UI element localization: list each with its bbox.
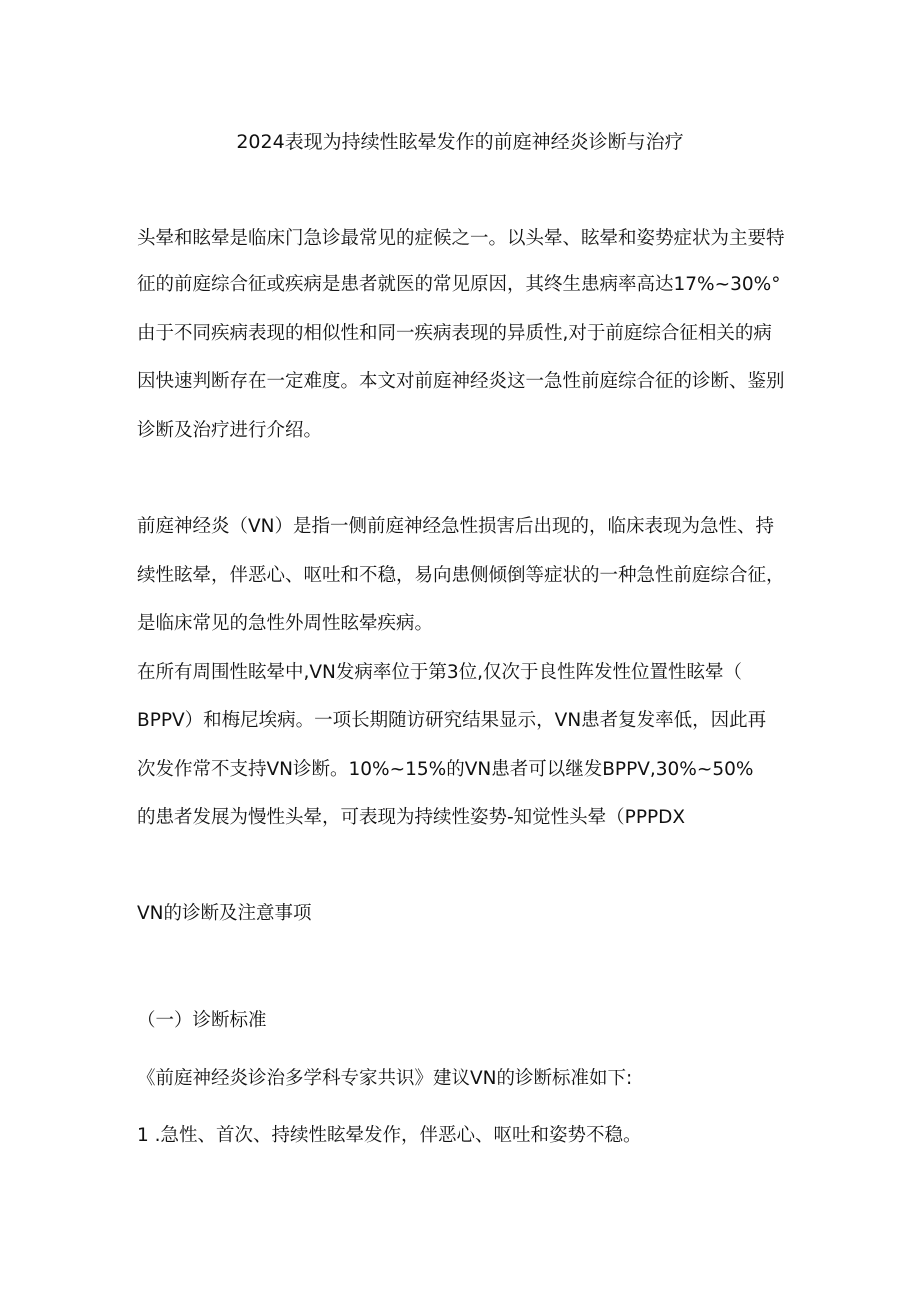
paragraph1-line-3: 由于不同疾病表现的相似性和同一疾病表现的异质性,对于前庭综合征相关的病 bbox=[137, 323, 772, 344]
paragraph3-line-4: 的患者发展为慢性头晕，可表现为持续性姿势-知觉性头晕（PPPDX bbox=[137, 807, 686, 828]
paragraph3-line-2: BPPV）和梅尼埃病。一项长期随访研究结果显示，VN患者复发率低，因此再 bbox=[137, 710, 767, 731]
section-heading: VN的诊断及注意事项 bbox=[137, 903, 312, 924]
paragraph3-line-3: 次发作常不支持VN诊断。10%~15%的VN患者可以继发BPPV,30%~50% bbox=[137, 759, 754, 780]
paragraph1-line-4: 因快速判断存在一定难度。本文对前庭神经炎这一急性前庭综合征的诊断、鉴别 bbox=[137, 371, 785, 392]
paragraph1-line-1: 头晕和眩晕是临床门急诊最常见的症候之一。以头晕、眩晕和姿势症状为主要特 bbox=[137, 228, 785, 249]
criteria-item-1: 1 .急性、首次、持续性眩晕发作，伴恶心、呕吐和姿势不稳。 bbox=[137, 1125, 642, 1146]
paragraph3-line-1: 在所有周围性眩晕中,VN发病率位于第3位,仅次于良性阵发性位置性眩晕（ bbox=[137, 662, 743, 683]
paragraph2-line-1: 前庭神经炎（VN）是指一侧前庭神经急性损害后出现的，临床表现为急性、持 bbox=[137, 516, 774, 537]
paragraph2-line-2: 续性眩晕，伴恶心、呕吐和不稳，易向患侧倾倒等症状的一种急性前庭综合征， bbox=[137, 565, 785, 586]
paragraph1-line-2: 征的前庭综合征或疾病是患者就医的常见原因，其终生患病率高达17%~30%° bbox=[137, 274, 781, 295]
subsection-heading: （一）诊断标准 bbox=[137, 1010, 267, 1031]
paragraph2-line-3: 是临床常见的急性外周性眩晕疾病。 bbox=[137, 613, 434, 634]
document-title: 2024表现为持续性眩晕发作的前庭神经炎诊断与治疗 bbox=[236, 131, 684, 153]
paragraph1-line-5: 诊断及治疗进行介绍。 bbox=[137, 420, 323, 441]
criteria-intro: 《前庭神经炎诊治多学科专家共识》建议VN的诊断标准如下: bbox=[137, 1068, 633, 1089]
